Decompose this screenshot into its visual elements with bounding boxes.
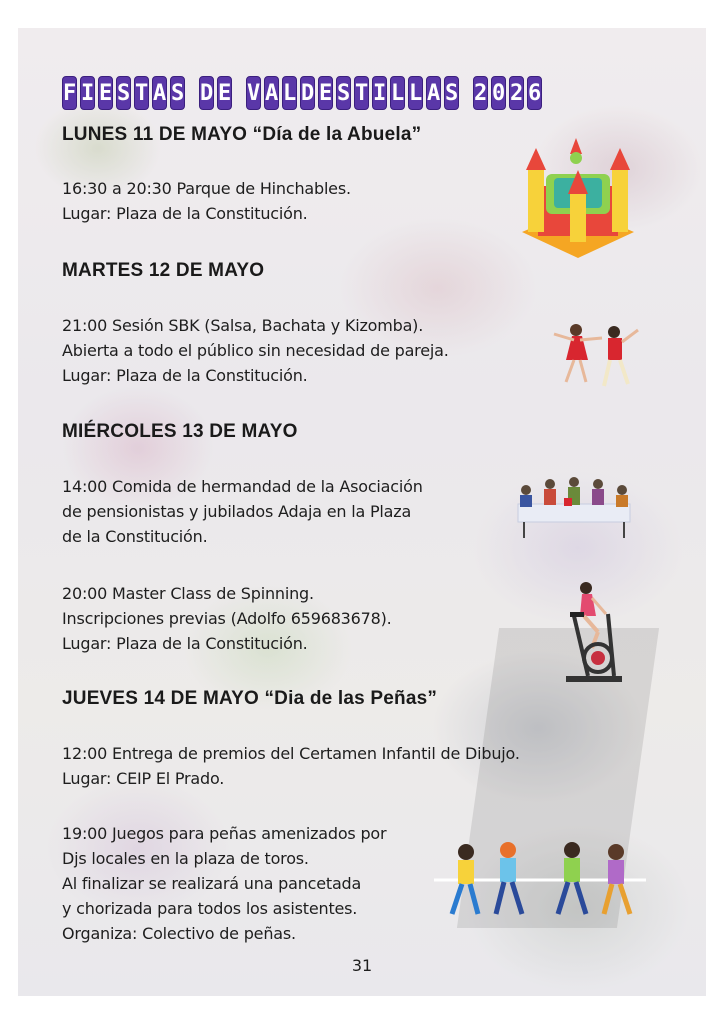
day-heading-wednesday: MIÉRCOLES 13 DE MAYO bbox=[62, 421, 298, 442]
banner-letter-tile: E bbox=[318, 76, 333, 110]
event-line: Lugar: Plaza de la Constitución. bbox=[62, 634, 308, 653]
banner-letter-tile: D bbox=[199, 76, 214, 110]
page-number: 31 bbox=[351, 956, 373, 975]
event-line: 19:00 Juegos para peñas amenizados por bbox=[62, 824, 387, 843]
event-line: y chorizada para todos los asistentes. bbox=[62, 899, 358, 918]
dancers-icon bbox=[546, 320, 642, 394]
banner-letter-tile: V bbox=[246, 76, 261, 110]
banner-letter-tile: S bbox=[444, 76, 459, 110]
event-wednesday-spinning bbox=[62, 581, 392, 656]
banner-letter-tile: I bbox=[80, 76, 95, 110]
banner-letter-tile: E bbox=[217, 76, 232, 110]
banner-letter-tile: L bbox=[408, 76, 423, 110]
day-heading-thursday: JUEVES 14 DE MAYO “Dia de las Peñas” bbox=[62, 688, 438, 709]
banner-gap bbox=[462, 76, 470, 110]
banner-letter-tile: 2 bbox=[473, 76, 488, 110]
banner-letter-tile: A bbox=[426, 76, 441, 110]
event-line: Lugar: Plaza de la Constitución. bbox=[62, 204, 308, 223]
event-line: Inscripciones previas (Adolfo 659683678). bbox=[62, 609, 392, 628]
event-line: 21:00 Sesión SBK (Salsa, Bachata y Kizomba). bbox=[62, 316, 424, 335]
banner-letter-tile: 6 bbox=[527, 76, 542, 110]
banner-gap bbox=[235, 76, 243, 110]
bouncy-castle-icon bbox=[518, 134, 638, 262]
event-line: Al finalizar se realizará una pancetada bbox=[62, 874, 362, 893]
event-line: de pensionistas y jubilados Adaja en la Plaza bbox=[62, 502, 412, 521]
event-wednesday-dinner bbox=[62, 474, 423, 549]
banner-letter-tile: E bbox=[98, 76, 113, 110]
banner-gap bbox=[188, 76, 196, 110]
tug-of-war-icon bbox=[430, 834, 650, 926]
event-line: 20:00 Master Class de Spinning. bbox=[62, 584, 314, 603]
banner-letter-tile: I bbox=[372, 76, 387, 110]
banner-letter-tile: D bbox=[300, 76, 315, 110]
banner-letter-tile: A bbox=[152, 76, 167, 110]
event-line: Organiza: Colectivo de peñas. bbox=[62, 924, 296, 943]
banner-letter-tile: S bbox=[336, 76, 351, 110]
event-line: Djs locales en la plaza de toros. bbox=[62, 849, 309, 868]
banner-letter-tile: L bbox=[282, 76, 297, 110]
event-line: 12:00 Entrega de premios del Certamen Infantil de Dibujo. bbox=[62, 744, 520, 763]
event-thursday-games bbox=[62, 821, 386, 946]
event-tuesday-sbk bbox=[62, 313, 449, 388]
event-line: de la Constitución. bbox=[62, 527, 208, 546]
festival-title-banner bbox=[62, 76, 542, 110]
event-line: Lugar: Plaza de la Constitución. bbox=[62, 366, 308, 385]
banner-letter-tile: F bbox=[62, 76, 77, 110]
day-heading-monday: LUNES 11 DE MAYO “Día de la Abuela” bbox=[62, 124, 422, 145]
event-thursday-drawing-awards bbox=[62, 741, 520, 791]
event-line: 14:00 Comida de hermandad de la Asociación bbox=[62, 477, 423, 496]
banner-letter-tile: T bbox=[134, 76, 149, 110]
event-line: 16:30 a 20:30 Parque de Hinchables. bbox=[62, 179, 351, 198]
event-monday-bouncy bbox=[62, 176, 351, 226]
event-line: Abierta a todo el público sin necesidad de pareja. bbox=[62, 341, 449, 360]
spinning-bike-icon bbox=[558, 580, 634, 688]
banner-letter-tile: S bbox=[170, 76, 185, 110]
banner-letter-tile: 0 bbox=[491, 76, 506, 110]
day-heading-tuesday: MARTES 12 DE MAYO bbox=[62, 260, 265, 281]
banner-letter-tile: S bbox=[116, 76, 131, 110]
banner-letter-tile: A bbox=[264, 76, 279, 110]
document-page bbox=[18, 28, 706, 996]
banner-letter-tile: 2 bbox=[509, 76, 524, 110]
dinner-table-icon bbox=[504, 468, 644, 540]
banner-letter-tile: T bbox=[354, 76, 369, 110]
banner-letter-tile: L bbox=[390, 76, 405, 110]
event-line: Lugar: CEIP El Prado. bbox=[62, 769, 225, 788]
